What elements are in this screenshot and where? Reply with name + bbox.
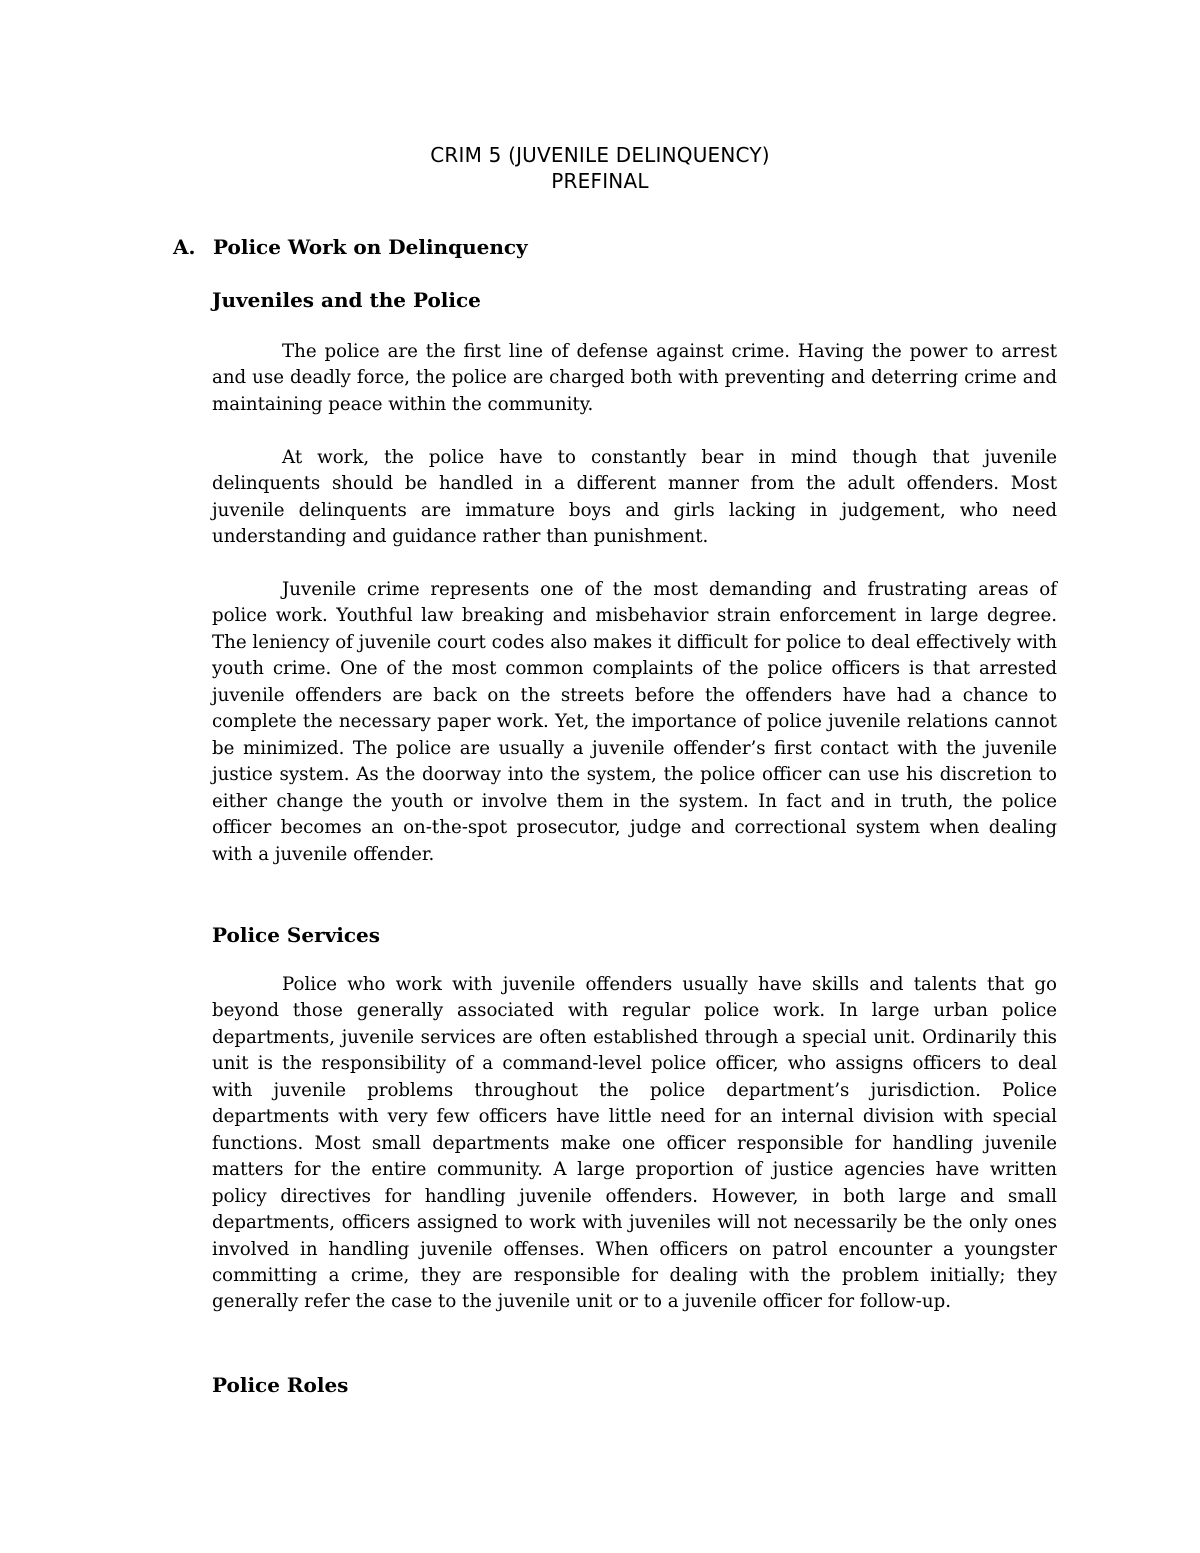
section-title: Police Work on Delinquency	[213, 235, 528, 259]
subsection-heading-police-roles: Police Roles	[212, 1373, 349, 1397]
subsection-heading-police-services: Police Services	[212, 923, 380, 947]
subsection-heading-juveniles-and-police: Juveniles and the Police	[212, 288, 481, 312]
paragraph: Juvenile crime represents one of the most demanding and frustrating areas of police work. Youthful law breaking and misbehavior strain enforcement in large degree. The leniency of juvenile court codes also makes it difficult for police to deal effectively with youth crime. One of the most common complaints of the police officers is that arrested juvenile offenders are back on the streets before the offenders have had a chance to complete the necessary paper work. Yet, the importance of police juvenile relations cannot be minimized. The police are usually a juvenile offender’s first contact with the juvenile justice system. As the doorway into the system, the police officer can use his discretion to either change the youth or involve them in the system. In fact and in truth, the police officer becomes an on-the-spot prosecutor, judge and correctional system when dealing with a juvenile offender.	[212, 579, 1057, 865]
section-heading	[173, 234, 528, 260]
paragraph: The police are the first line of defense against crime. Having the power to arrest and use deadly force, the police are charged both with preventing and deterring crime and maintaining peace within the community.	[212, 341, 1057, 415]
paragraph: At work, the police have to constantly bear in mind though that juvenile delinquents should be handled in a different manner from the adult offenders. Most juvenile delinquents are immature boys and girls lacking in judgement, who need understanding and guidance rather than punishment.	[212, 447, 1057, 548]
document-title: CRIM 5 (JUVENILE DELINQUENCY)	[430, 143, 770, 167]
section-letter: A.	[173, 235, 196, 259]
paragraph: Police who work with juvenile offenders usually have skills and talents that go beyond those generally associated with regular police work. In large urban police departments, juvenile services are often established through a special unit. Ordinarily this unit is the responsibility of a command-level police officer, who assigns officers to deal with juvenile problems throughout the police department’s jurisdiction. Police departments with very few officers have little need for an internal division with special functions. Most small departments make one officer responsible for handling juvenile matters for the entire community. A large proportion of justice agencies have written policy directives for handling juvenile offenders. However, in both large and small departments, officers assigned to work with juveniles will not necessarily be the only ones involved in handling juvenile offenses. When officers on patrol encounter a youngster committing a crime, they are responsible for dealing with the problem initially; they generally refer the case to the juvenile unit or to a juvenile officer for follow-up.	[212, 974, 1057, 1313]
document-subtitle: PREFINAL	[551, 169, 649, 193]
